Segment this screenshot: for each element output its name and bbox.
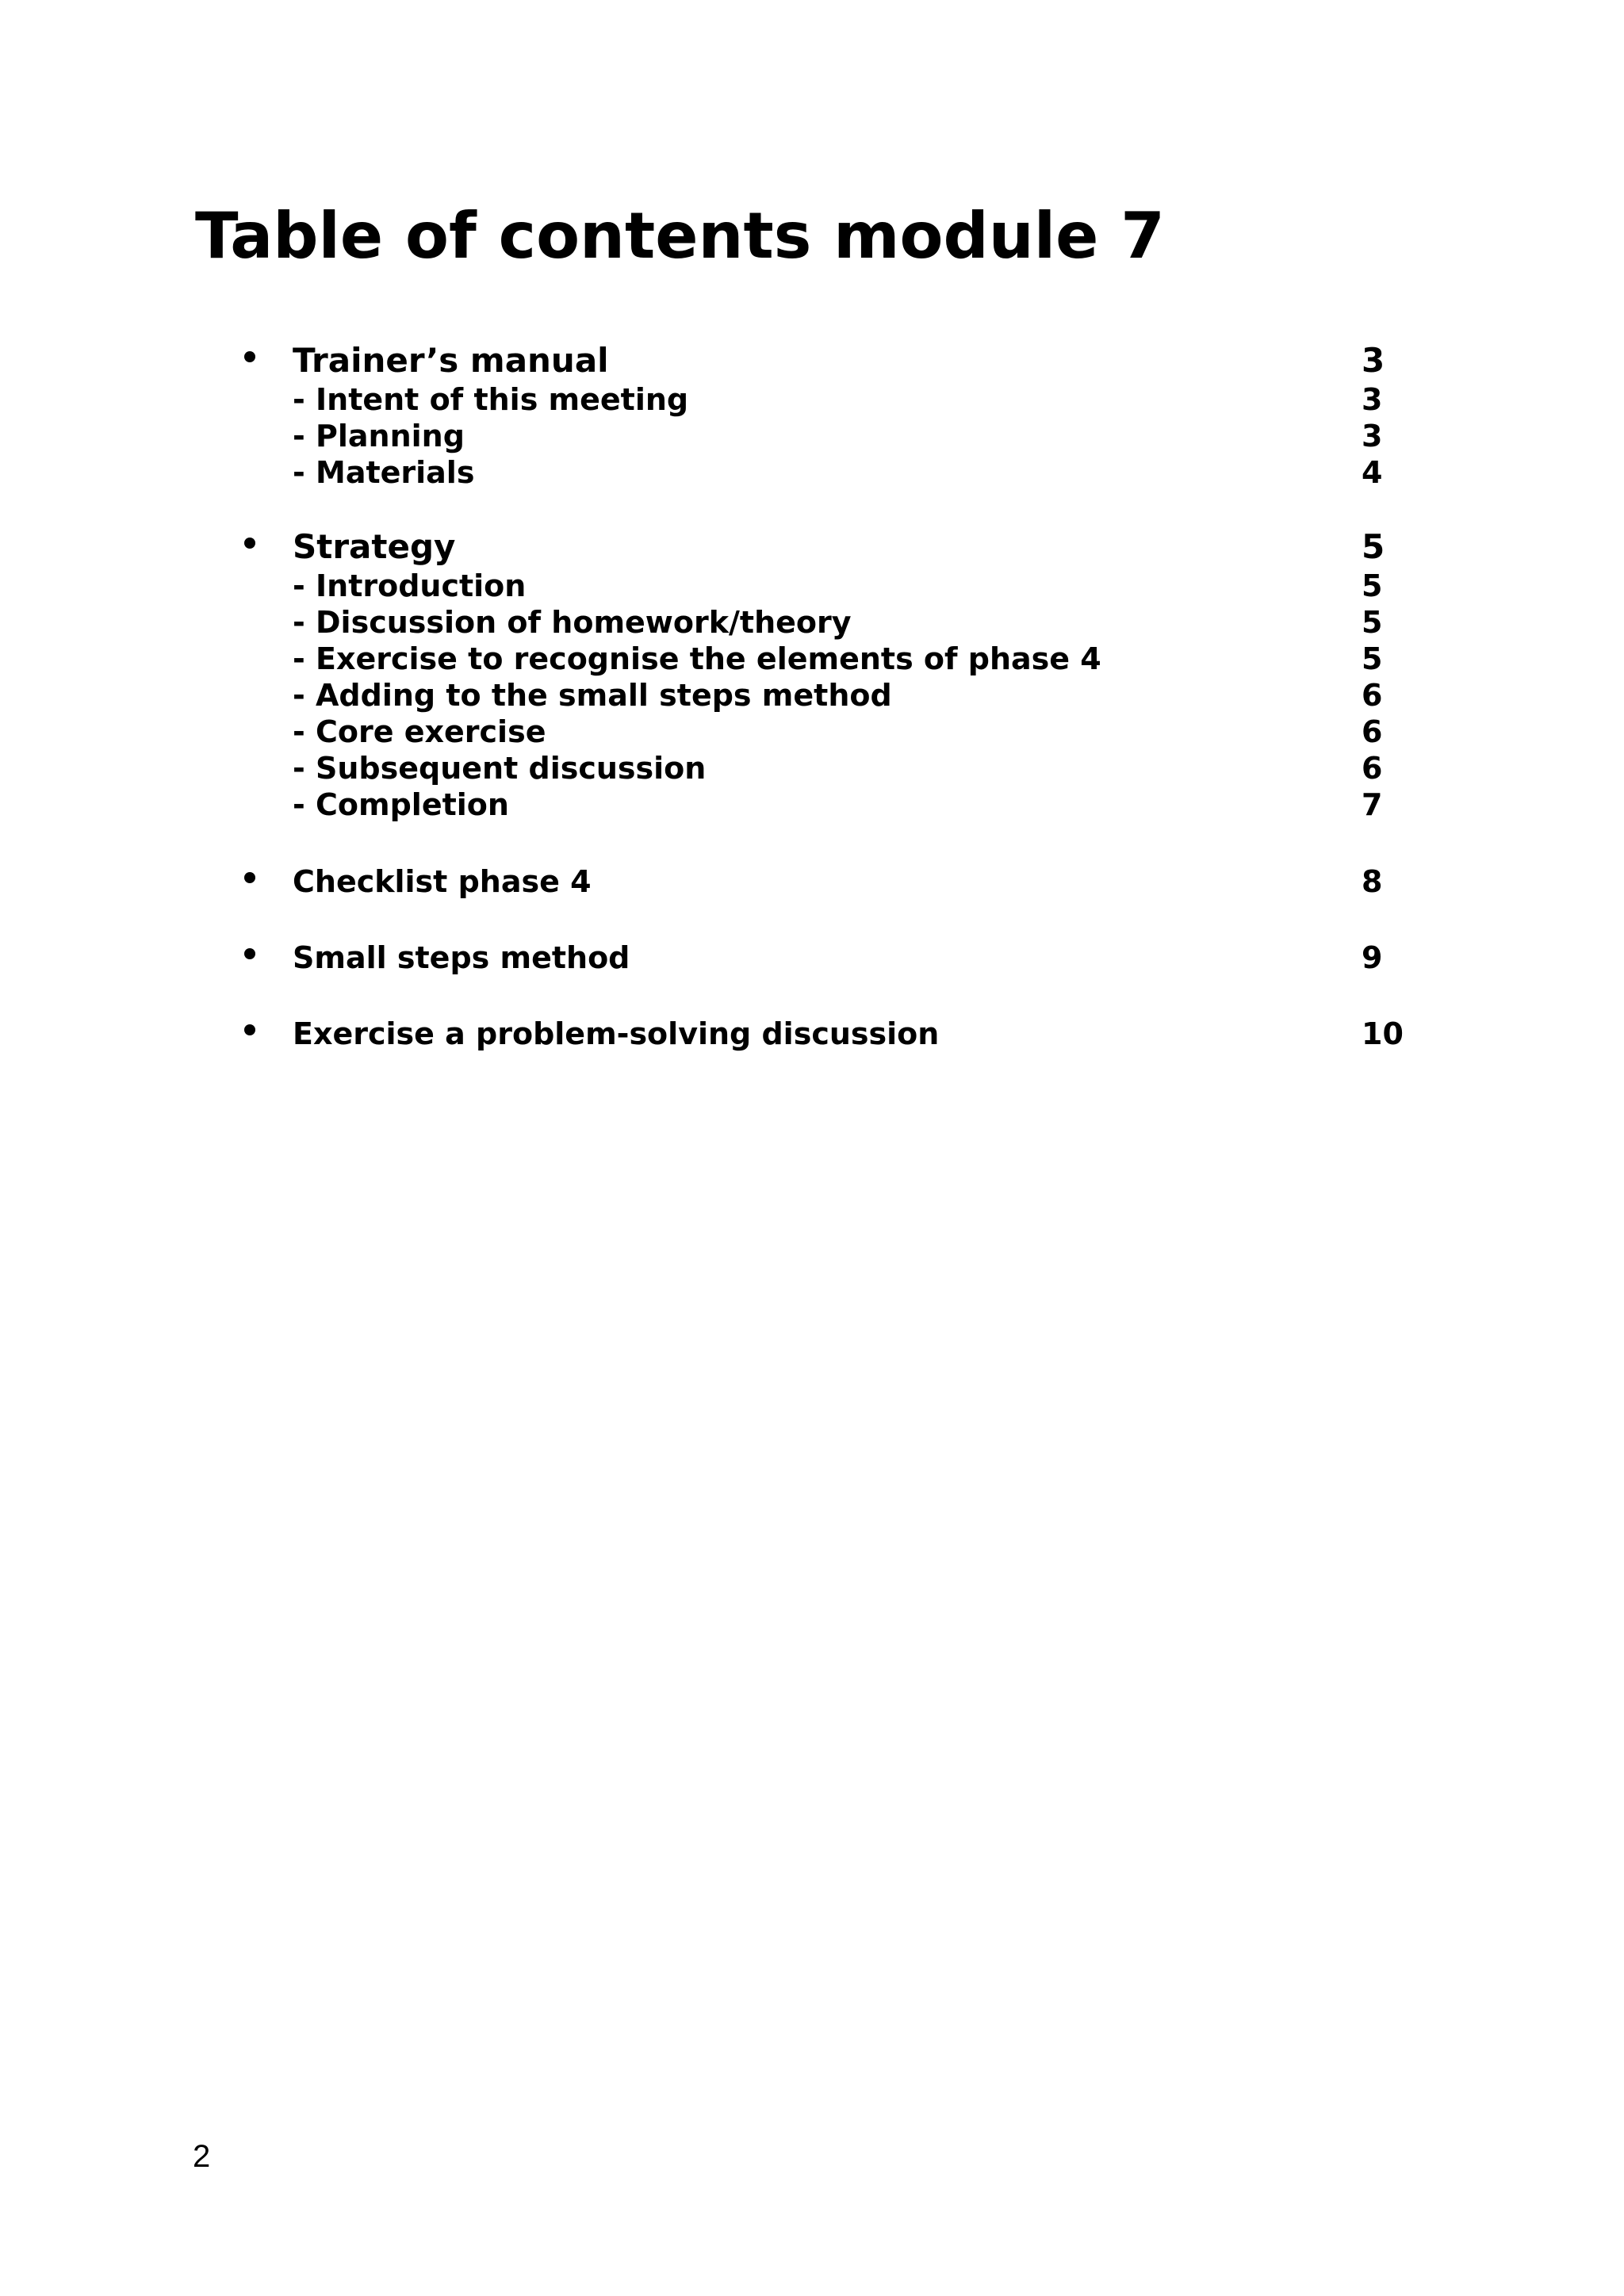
toc-section-label: Strategy <box>293 527 456 566</box>
toc-page-number: 5 <box>1362 568 1383 603</box>
toc-section-label: Checklist phase 4 <box>293 864 592 899</box>
toc-item-label: - Subsequent discussion <box>293 751 707 786</box>
bullet-icon <box>244 948 255 959</box>
toc-page-number: 4 <box>1362 455 1383 490</box>
toc-item[interactable] <box>0 453 1624 492</box>
toc-item-label: - Intent of this meeting <box>293 382 689 417</box>
toc-item[interactable] <box>0 713 1624 751</box>
toc-page-number: 3 <box>1362 341 1385 380</box>
bullet-icon <box>244 351 255 362</box>
toc-page-number: 10 <box>1362 1016 1404 1051</box>
toc-item-label: - Core exercise <box>293 714 546 749</box>
toc-item[interactable] <box>0 381 1624 419</box>
toc-item[interactable] <box>0 603 1624 641</box>
toc-item-label: - Completion <box>293 787 509 822</box>
toc-item[interactable] <box>0 567 1624 605</box>
toc-section-checklist-phase-4[interactable] <box>0 863 1624 901</box>
toc-page-number: 7 <box>1362 787 1383 822</box>
toc-item[interactable] <box>0 749 1624 787</box>
bullet-icon <box>244 1024 255 1035</box>
toc-section-label: Trainer’s manual <box>293 341 609 380</box>
toc-page-number: 3 <box>1362 382 1383 417</box>
toc-section-label: Small steps method <box>293 940 630 975</box>
toc-item[interactable] <box>0 676 1624 714</box>
toc-item-label: - Materials <box>293 455 475 490</box>
page-title: Table of contents module 7 <box>195 199 1165 273</box>
toc-page-number: 6 <box>1362 678 1383 713</box>
toc-item[interactable] <box>0 786 1624 824</box>
toc-item-label: - Adding to the small steps method <box>293 678 892 713</box>
toc-item-label: - Exercise to recognise the elements of phase 4 <box>293 641 1101 676</box>
toc-section-small-steps-method[interactable] <box>0 939 1624 977</box>
bullet-icon <box>244 872 255 883</box>
toc-item[interactable] <box>0 640 1624 678</box>
toc-page-number: 9 <box>1362 940 1383 975</box>
toc-page-number: 5 <box>1362 527 1385 566</box>
toc-item[interactable] <box>0 417 1624 455</box>
toc-page-number: 6 <box>1362 714 1383 749</box>
toc-item-label: - Planning <box>293 419 465 453</box>
bullet-icon <box>244 538 255 549</box>
toc-section-trainers-manual[interactable] <box>0 342 1624 380</box>
toc-page-number: 5 <box>1362 605 1383 640</box>
toc-page-number: 6 <box>1362 751 1383 786</box>
toc-item-label: - Discussion of homework/theory <box>293 605 852 640</box>
toc-page-number: 3 <box>1362 419 1383 453</box>
toc-section-exercise-problem-solving[interactable] <box>0 1015 1624 1053</box>
toc-page-number: 5 <box>1362 641 1383 676</box>
page-number: 2 <box>193 2139 211 2174</box>
toc-item-label: - Introduction <box>293 568 527 603</box>
toc-section-strategy[interactable] <box>0 528 1624 566</box>
toc-section-label: Exercise a problem-solving discussion <box>293 1016 940 1051</box>
toc-page-number: 8 <box>1362 864 1383 899</box>
